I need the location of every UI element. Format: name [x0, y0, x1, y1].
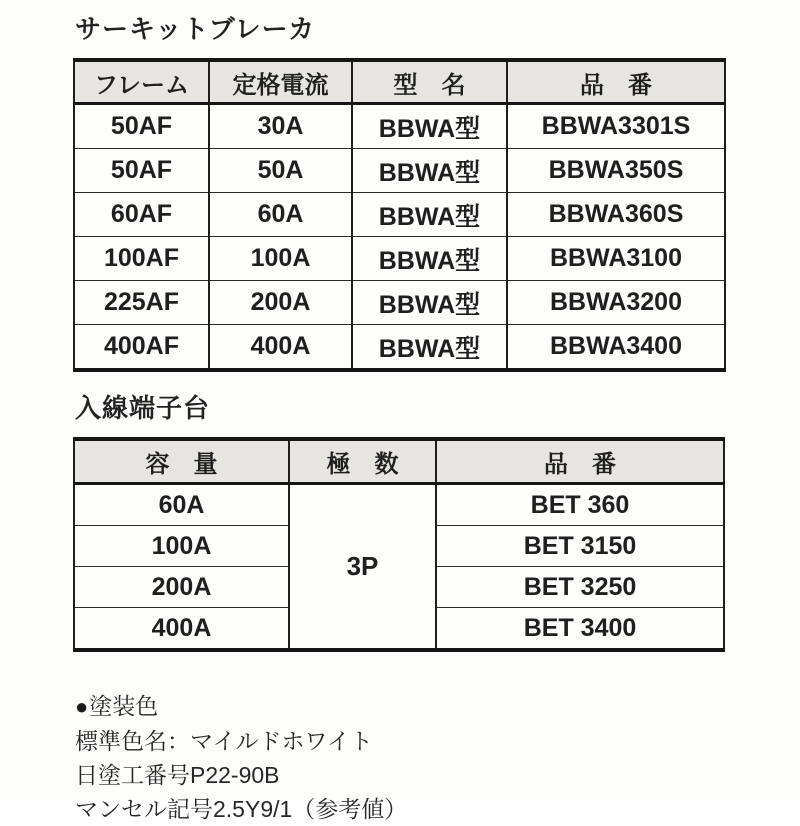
frame-cell: 225AF: [74, 281, 209, 325]
breaker-section-title: サーキットブレーカ: [75, 14, 316, 44]
part-number-cell: BBWA3301S: [507, 104, 725, 149]
pole-count-cell: 3P: [289, 484, 436, 651]
model-cell: BBWA型: [352, 104, 507, 149]
breaker-header-frame: フレーム: [74, 60, 209, 104]
capacity-cell: 60A: [74, 484, 289, 526]
terminal-section-title: 入線端子台: [75, 393, 211, 424]
frame-cell: 50AF: [74, 149, 209, 193]
munsell-notation-line: マンセル記号2.5Y9/1（参考値）: [75, 796, 408, 823]
capacity-cell: 400A: [74, 608, 289, 651]
breaker-header-model: 型 名: [352, 60, 507, 104]
paint-color-heading-line: [75, 689, 800, 724]
capacity-cell: 200A: [74, 567, 289, 608]
breaker-header-row: [74, 60, 725, 104]
terminal-header-row: [74, 439, 724, 484]
table-row: [74, 484, 724, 526]
rated-current-cell: 400A: [209, 325, 352, 371]
breaker-header-part-number: 品 番: [507, 60, 725, 104]
terminal-header-capacity: 容 量: [74, 439, 289, 484]
frame-cell: 100AF: [74, 237, 209, 281]
paint-color-section: [75, 689, 800, 826]
table-row: [74, 325, 725, 371]
table-row: [74, 149, 725, 193]
rated-current-cell: 60A: [209, 193, 352, 237]
frame-cell: 400AF: [74, 325, 209, 371]
frame-cell: 60AF: [74, 193, 209, 237]
model-cell: BBWA型: [352, 281, 507, 325]
rated-current-cell: 200A: [209, 281, 352, 325]
part-number-cell: BBWA350S: [507, 149, 725, 193]
part-number-cell: BBWA3200: [507, 281, 725, 325]
model-cell: BBWA型: [352, 237, 507, 281]
paint-color-heading: 塗装色: [89, 693, 159, 720]
part-number-cell: BET 3250: [436, 567, 724, 608]
table-row: [74, 193, 725, 237]
table-row: [74, 281, 725, 325]
model-cell: BBWA型: [352, 149, 507, 193]
frame-cell: 50AF: [74, 104, 209, 149]
terminal-table: [73, 437, 725, 652]
part-number-cell: BBWA360S: [507, 193, 725, 237]
capacity-cell: 100A: [74, 526, 289, 567]
standard-color-name-line: 標準色名：マイルドホワイト: [75, 728, 373, 755]
part-number-cell: BBWA3400: [507, 325, 725, 371]
part-number-cell: BET 3150: [436, 526, 724, 567]
breaker-table: [73, 58, 726, 372]
model-cell: BBWA型: [352, 193, 507, 237]
rated-current-cell: 30A: [209, 104, 352, 149]
breaker-header-rated-current: 定格電流: [209, 60, 352, 104]
rated-current-cell: 100A: [209, 237, 352, 281]
bullet-icon: ●: [75, 694, 89, 720]
part-number-cell: BET 3400: [436, 608, 724, 651]
part-number-cell: BET 360: [436, 484, 724, 526]
table-row: [74, 237, 725, 281]
terminal-header-poles: 極 数: [289, 439, 436, 484]
table-row: [74, 104, 725, 149]
paint-industry-number-line: 日塗工番号P22-90B: [75, 762, 280, 789]
rated-current-cell: 50A: [209, 149, 352, 193]
model-cell: BBWA型: [352, 325, 507, 371]
terminal-header-part-number: 品 番: [436, 439, 724, 484]
part-number-cell: BBWA3100: [507, 237, 725, 281]
